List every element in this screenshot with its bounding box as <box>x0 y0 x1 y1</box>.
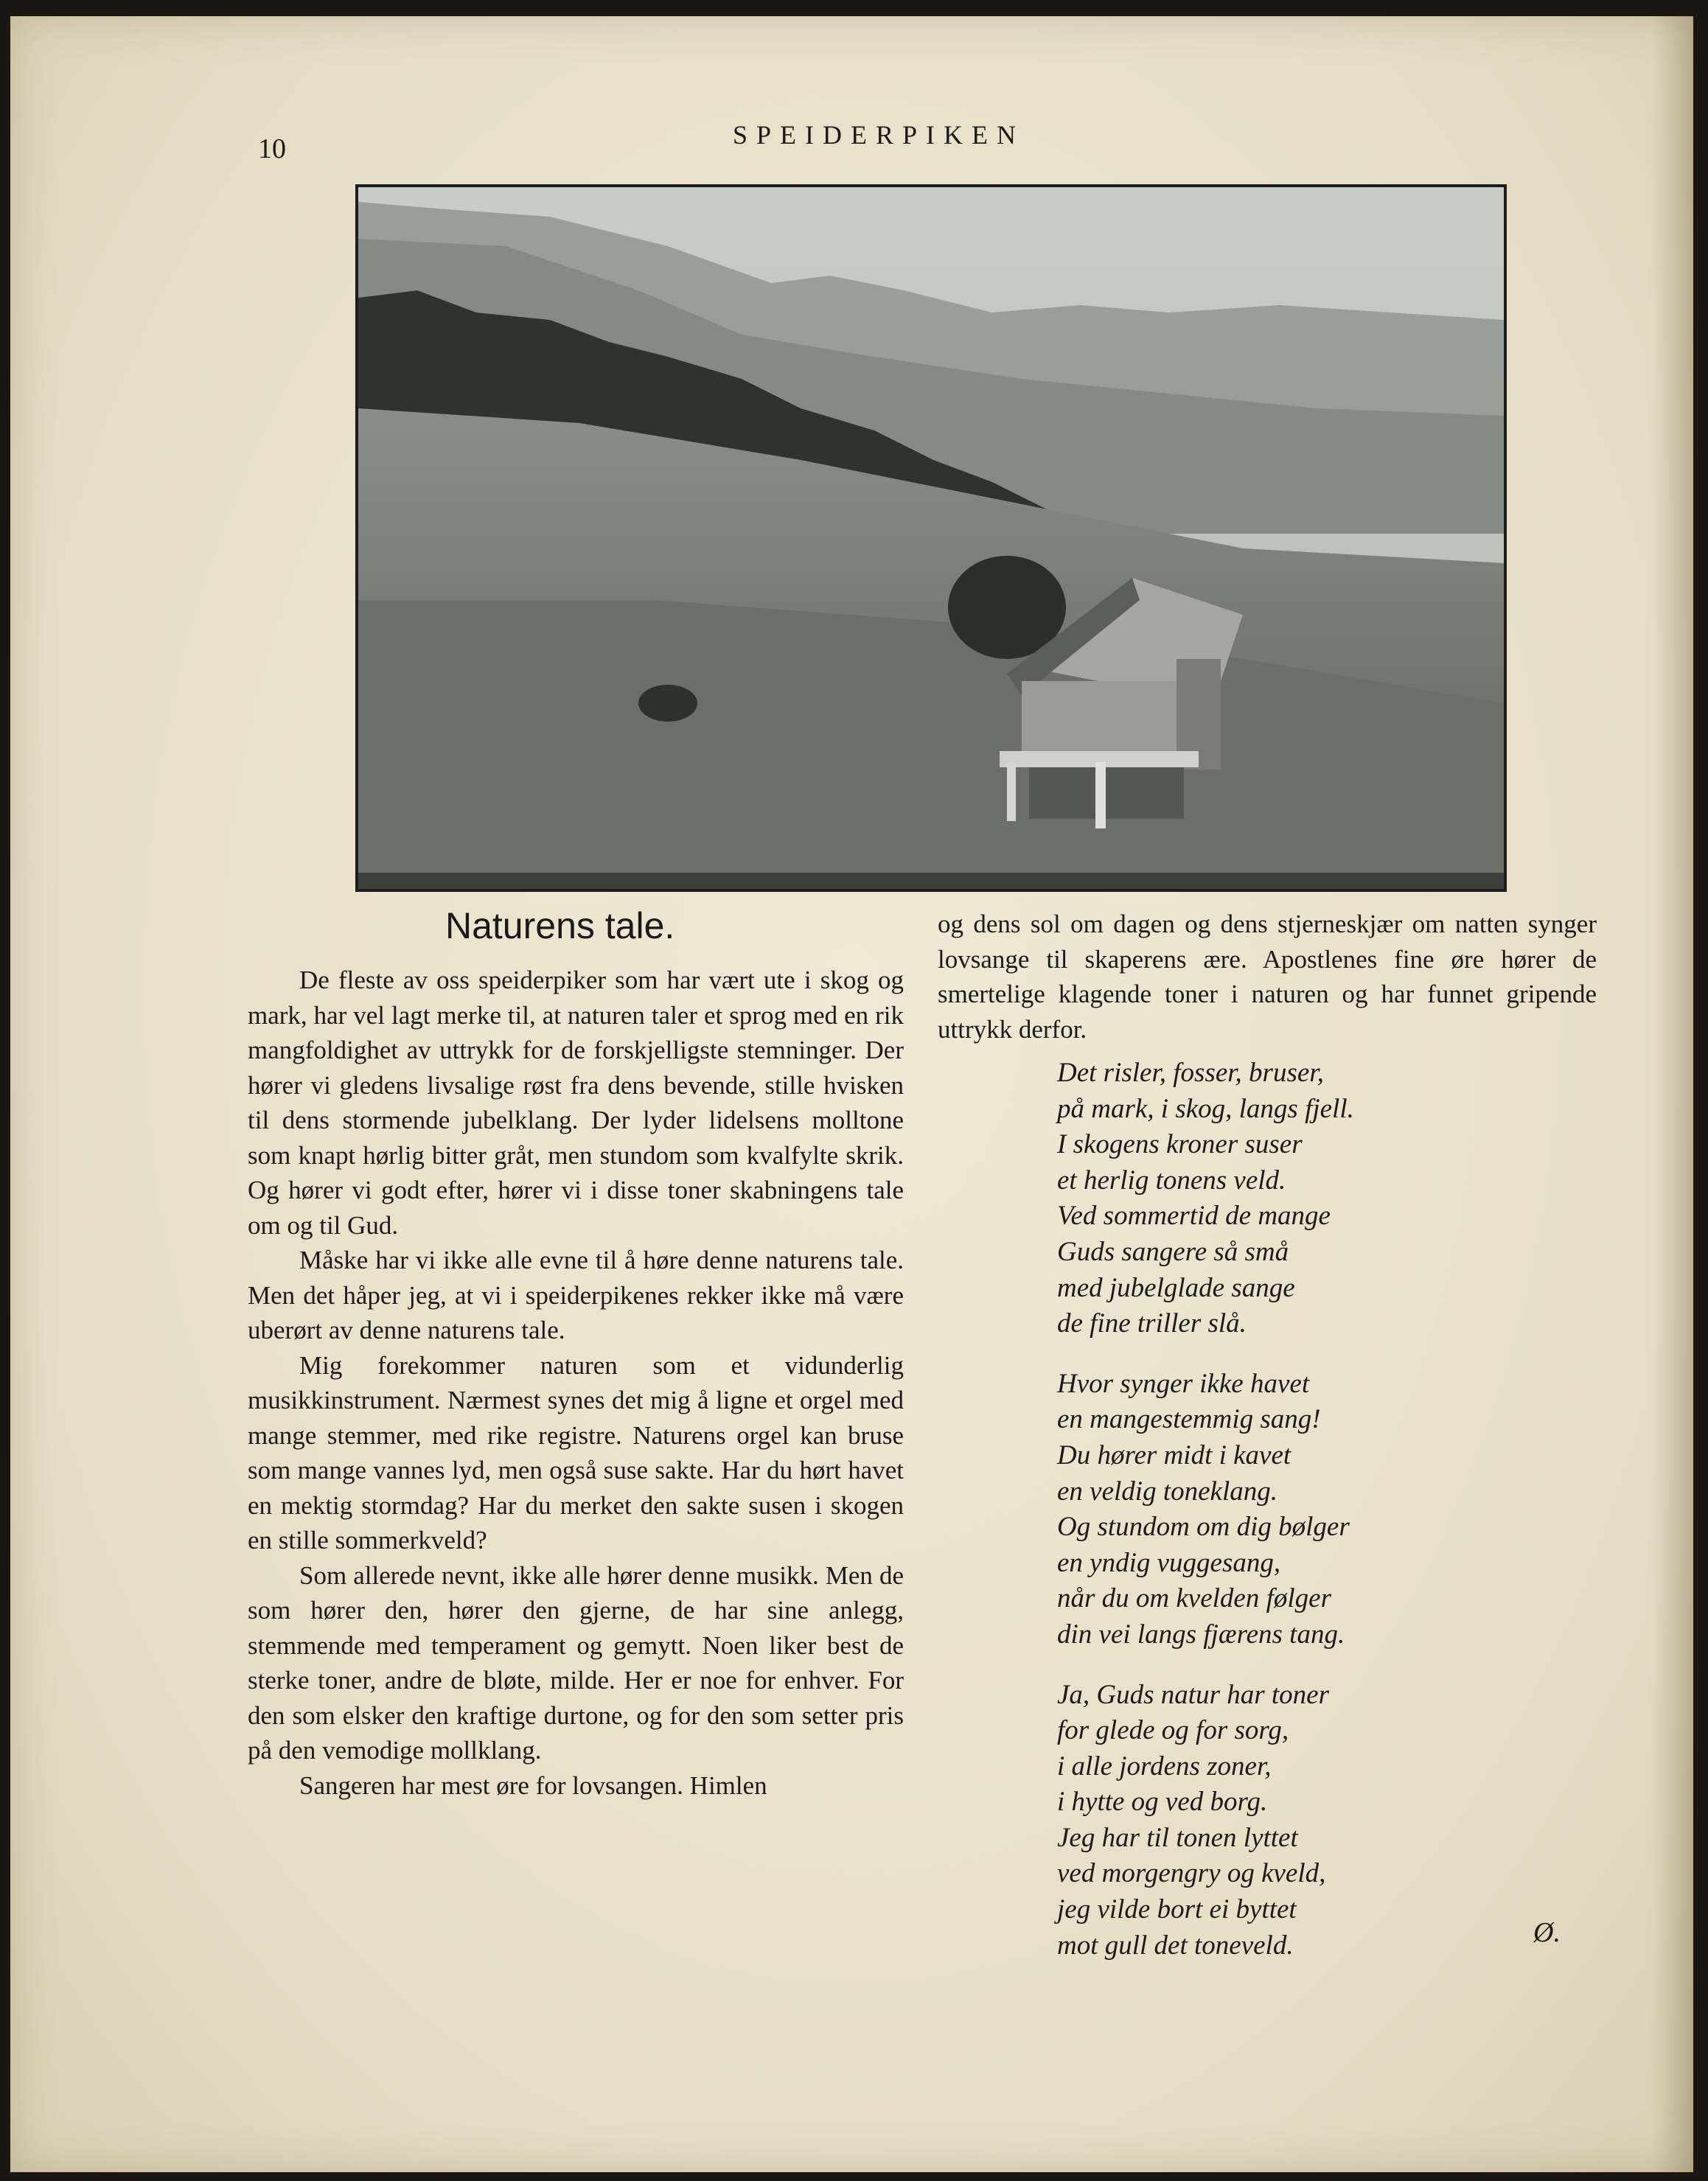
poem <box>1057 1055 1573 1988</box>
poem-line: Jeg har til tonen lyttet <box>1057 1822 1298 1853</box>
poem-line: Du hører midt i kavet <box>1057 1440 1292 1470</box>
article-right-column <box>938 907 1597 1047</box>
paragraph: Sangeren har mest øre for lovsangen. Himlen <box>299 1770 767 1800</box>
landscape-photo-illustration <box>358 187 1504 889</box>
poem-line: Hvor synger ikke havet <box>1057 1368 1310 1399</box>
page-edge-shadow <box>1653 16 1693 2172</box>
poem-line: de fine triller slå. <box>1057 1308 1247 1339</box>
article-title: Naturens tale. <box>445 905 675 946</box>
stanza-2 <box>1057 1367 1573 1653</box>
running-head: SPEIDERPIKEN <box>733 120 1025 150</box>
paragraph: Måske har vi ikke alle evne til å høre denne naturens tale. Men det håper jeg, at vi i speiderpikenes rekker ikke må være uberørt av denne naturens tale. <box>248 1246 904 1344</box>
poem-line: i alle jordens zoner, <box>1057 1751 1272 1782</box>
poem-line: jeg vilde bort ei byttet <box>1057 1894 1297 1925</box>
paragraph: og dens sol om dagen og dens stjerneskjær om natten synger lovsange til skaperens ære. Apostlenes fine øre hører de smertelige klagende toner i naturen og har funnet gripende uttrykk derfor. <box>938 910 1597 1044</box>
poem-line: Ja, Guds natur har toner <box>1057 1679 1329 1710</box>
paragraph: De fleste av oss speiderpiker som har vært ute i skog og mark, har vel lagt merke til, at naturen taler et sprog med en rik mangfoldighet av uttrykk for de forskjelligste stemninger. Der hører vi gledens livsalige røst fra dens bevende, stille hvisken til dens stormende jubelklang. Der lyder lidelsens molltone som knapt hørlig bitter gråt, men stundom som kvalfylte skrik. Og hører vi godt efter, hører vi i disse toner skabningens tale om og til Gud. <box>248 966 904 1240</box>
magazine-page <box>10 16 1693 2172</box>
article-left-column <box>248 963 904 1803</box>
poem-line: ved morgengry og kveld, <box>1057 1858 1326 1889</box>
poem-line: når du om kvelden følger <box>1057 1583 1331 1614</box>
poem-line: på mark, i skog, langs fjell. <box>1057 1093 1354 1124</box>
stanza-1 <box>1057 1055 1573 1342</box>
paragraph: Mig forekommer naturen som et vidunderlig musikkinstrument. Nærmest synes det mig å ligne et orgel med mange stemmer, med rike registre. Naturens orgel kan bruse som mange vannes lyd, men også suse sakte. Har du hørt havet en mektig stormdag? Har du merket den sakte susen i skogen en stille sommerkveld? <box>248 1350 904 1554</box>
poem-line: I skogens kroner suser <box>1057 1129 1303 1160</box>
author-signature: Ø. <box>1533 1917 1561 1948</box>
poem-line: et herlig tonens veld. <box>1057 1165 1286 1196</box>
poem-line: en veldig toneklang. <box>1057 1476 1277 1507</box>
poem-line: Og stundom om dig bølger <box>1057 1512 1350 1543</box>
paragraph: Som allerede nevnt, ikke alle hører denne musikk. Men de som hører den, hører den gjerne, de har sine anlegg, stemmende med temperament og gemytt. Noen liker best de sterke toner, andre de bløte, milde. Her er noe for enhver. For den som elsker den kraftige durtone, og for den som setter pris på den vemodige mollklang. <box>248 1560 904 1765</box>
poem-line: for glede og for sorg, <box>1057 1715 1289 1746</box>
poem-line: i hytte og ved borg. <box>1057 1787 1268 1818</box>
page-number: 10 <box>258 133 286 164</box>
poem-line: en yndig vuggesang, <box>1057 1547 1281 1578</box>
landscape-photo <box>355 184 1507 892</box>
poem-line: Det risler, fosser, bruser, <box>1057 1058 1324 1088</box>
poem-line: en mangestemmig sang! <box>1057 1404 1321 1435</box>
poem-line: Guds sangere så små <box>1057 1236 1289 1267</box>
poem-line: mot gull det toneveld. <box>1057 1930 1294 1961</box>
poem-line: med jubelglade sange <box>1057 1272 1295 1303</box>
poem-line: Ved sommertid de mange <box>1057 1201 1331 1232</box>
stanza-3 <box>1057 1678 1573 1964</box>
poem-line: din vei langs fjærens tang. <box>1057 1619 1345 1650</box>
